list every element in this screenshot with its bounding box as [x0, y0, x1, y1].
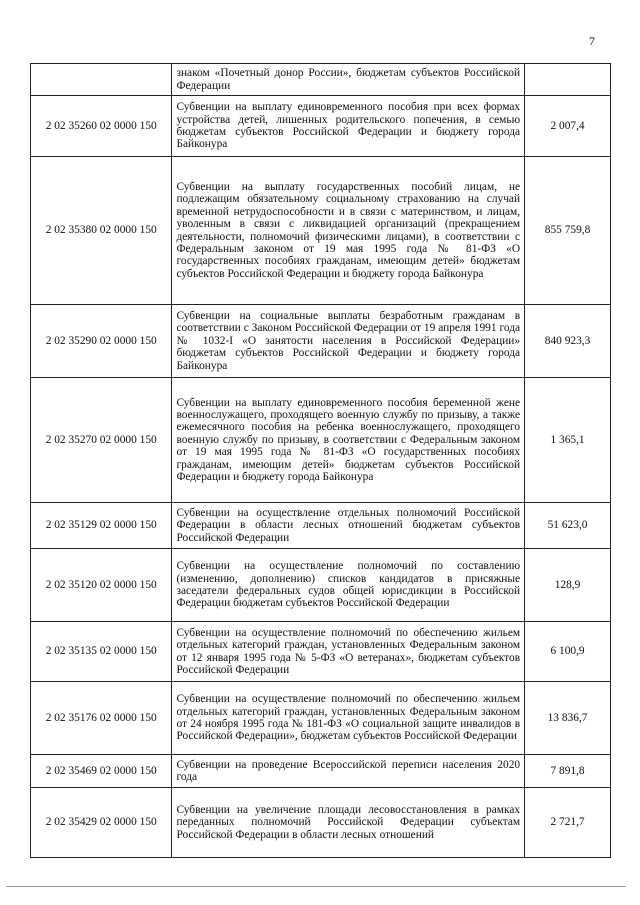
page-number: 7 [589, 34, 595, 48]
table-cell-description: Субвенции на осуществление отдельных полномочий Российской Федерации в области лесных отношений бюджетам субъектов Российской Федерации [172, 503, 525, 549]
table-cell-amount: 855 759,8 [525, 157, 611, 305]
table-cell-code: 2 02 35129 02 0000 150 [31, 503, 172, 549]
table-cell-amount [525, 64, 611, 96]
table-cell-description: Субвенции на проведение Всероссийской переписи населения 2020 года [172, 755, 525, 788]
table-cell-code: 2 02 35120 02 0000 150 [31, 549, 172, 622]
scan-edge-line [6, 886, 626, 887]
table-cell-amount: 128,9 [525, 549, 611, 622]
table-cell-code: 2 02 35290 02 0000 150 [31, 305, 172, 378]
table-cell-code: 2 02 35429 02 0000 150 [31, 788, 172, 858]
table-cell-amount: 13 836,7 [525, 682, 611, 755]
table-cell-amount: 840 923,3 [525, 305, 611, 378]
table-row [31, 755, 611, 788]
table-cell-description: Субвенции на осуществление полномочий по обеспечению жильем отдельных категорий граждан, установленных Федеральным законом от 24 ноября 1995 года № 181-ФЗ «О социальной защите инвалидов в Российской Федерации», бюджетам субъектов Российской Федерации [172, 682, 525, 755]
table-cell-code: 2 02 35135 02 0000 150 [31, 622, 172, 682]
table-cell-description: Субвенции на социальные выплаты безработным гражданам в соответствии с Законом Российской Федерации от 19 апреля 1991 года № 1032-I «О занятости населения в Российской Федерации» бюджетам субъектов Российской Федерации и бюджету города Байконура [172, 305, 525, 378]
table-cell-description: знаком «Почетный донор России», бюджетам субъектов Российской Федерации [172, 64, 525, 96]
table-cell-amount: 7 891,8 [525, 755, 611, 788]
table-row [31, 788, 611, 858]
table-cell-description: Субвенции на осуществление полномочий по составлению (изменению, дополнению) списков кандидатов в присяжные заседатели федеральных судов общей юрисдикции в Российской Федерации бюджетам субъектов Российской Федерации [172, 549, 525, 622]
table-cell-amount: 1 365,1 [525, 378, 611, 503]
table-cell-code: 2 02 35469 02 0000 150 [31, 755, 172, 788]
table-cell-amount: 51 623,0 [525, 503, 611, 549]
table-cell-code: 2 02 35270 02 0000 150 [31, 378, 172, 503]
table-row [31, 549, 611, 622]
table-row [31, 305, 611, 378]
table-row [31, 503, 611, 549]
table-cell-code: 2 02 35380 02 0000 150 [31, 157, 172, 305]
table-cell-code: 2 02 35176 02 0000 150 [31, 682, 172, 755]
table-cell-amount: 2 721,7 [525, 788, 611, 858]
table-row [31, 64, 611, 96]
table-cell-description: Субвенции на увеличение площади лесовосстановления в рамках переданных полномочий Российской Федерации субъектам Российской Федерации в области лесных отношений [172, 788, 525, 858]
revenue-table [30, 63, 611, 858]
table-row [31, 157, 611, 305]
table-row [31, 682, 611, 755]
table-cell-description: Субвенции на выплату единовременного пособия беременной жене военнослужащего, проходящего военную службу по призыву, а также ежемесячного пособия на ребенка военнослужащего, проходящего военную службу по призыву, в соответствии с Федеральным законом от 19 мая 1995 года № 81-ФЗ «О государственных пособиях гражданам, имеющим детей» бюджетам субъектов Российской Федерации и бюджету города Байконура [172, 378, 525, 503]
table-cell-description: Субвенции на осуществление полномочий по обеспечению жильем отдельных категорий граждан, установленных Федеральным законом от 12 января 1995 года № 5-ФЗ «О ветеранах», бюджетам субъектов Российской Федерации [172, 622, 525, 682]
table-cell-amount: 6 100,9 [525, 622, 611, 682]
table-cell-amount: 2 007,4 [525, 96, 611, 157]
table-cell-code [31, 64, 172, 96]
table-cell-code: 2 02 35260 02 0000 150 [31, 96, 172, 157]
table-cell-description: Субвенции на выплату единовременного пособия при всех формах устройства детей, лишенных родительского попечения, в семью бюджетам субъектов Российской Федерации и бюджету города Байконура [172, 96, 525, 157]
table-row [31, 96, 611, 157]
table-row [31, 622, 611, 682]
table-row [31, 378, 611, 503]
table-cell-description: Субвенции на выплату государственных пособий лицам, не подлежащим обязательному социальному страхованию на случай временной нетрудоспособности и в связи с материнством, и лицам, уволенным в связи с ликвидацией организаций (прекращением деятельности, полномочий физическими лицами), в соответствии с Федеральным законом от 19 мая 1995 года № 81-ФЗ «О государственных пособиях гражданам, имеющим детей» бюджетам субъектов Российской Федерации и бюджету города Байконура [172, 157, 525, 305]
